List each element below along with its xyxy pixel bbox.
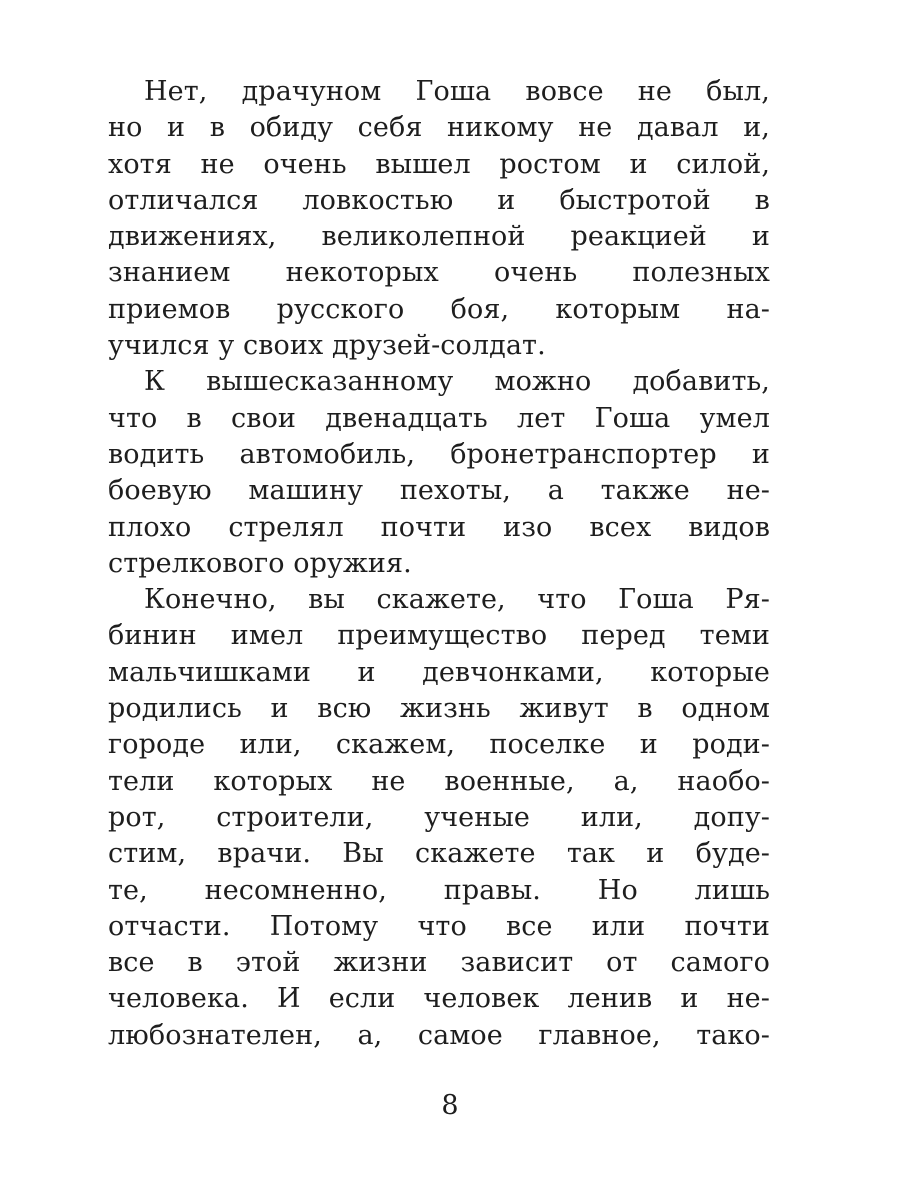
text-line: человека. И если человек ленив и не-: [108, 983, 770, 1015]
text-line: отличался ловкостью и быстротой в: [108, 184, 770, 216]
text-line: учился у своих друзей-солдат.: [108, 330, 546, 362]
text-line: движениях, великолепной реакцией и: [108, 221, 770, 253]
text-line: приемов русского боя, которым на-: [108, 293, 770, 325]
text-line: стрелкового оружия.: [108, 547, 412, 579]
text-line: рот, строители, ученые или, допу-: [108, 801, 770, 833]
text-line: знанием некоторых очень полезных: [108, 257, 770, 289]
page-number: 8: [441, 1090, 459, 1121]
text-line: что в свои двенадцать лет Гоша умел: [108, 402, 770, 434]
text-line: К вышесказанному можно добавить,: [144, 366, 770, 398]
text-line: родились и всю жизнь живут в одном: [108, 693, 770, 725]
text-line: городе или, скажем, поселке и роди-: [108, 729, 770, 761]
text-line: все в этой жизни зависит от самого: [108, 947, 770, 979]
text-line: водить автомобиль, бронетранспортер и: [108, 438, 770, 470]
paragraph-2: [108, 364, 770, 582]
paragraph-1: [108, 74, 770, 364]
text-line: Нет, драчуном Гоша вовсе не был,: [144, 76, 770, 107]
text-line: те, несомненно, правы. Но лишь: [108, 874, 770, 906]
text-line: плохо стрелял почти изо всех видов: [108, 511, 770, 543]
paragraph-3: [108, 582, 770, 1054]
text-line: стим, врачи. Вы скажете так и буде-: [108, 838, 770, 870]
text-line: но и в обиду себя никому не давал и,: [108, 112, 770, 144]
text-line: боевую машину пехоты, а также не-: [108, 475, 770, 507]
text-line: хотя не очень вышел ростом и силой,: [108, 148, 770, 180]
book-page-body: [108, 74, 770, 1054]
text-line: Конечно, вы скажете, что Гоша Ря-: [144, 584, 770, 616]
text-line: любознателен, а, самое главное, тако-: [108, 1019, 770, 1051]
text-line: тели которых не военные, а, наобо-: [108, 765, 770, 797]
text-line: мальчишками и девчонками, которые: [108, 656, 770, 688]
text-line: бинин имел преимущество перед теми: [108, 620, 770, 652]
text-line: отчасти. Потому что все или почти: [108, 910, 770, 942]
